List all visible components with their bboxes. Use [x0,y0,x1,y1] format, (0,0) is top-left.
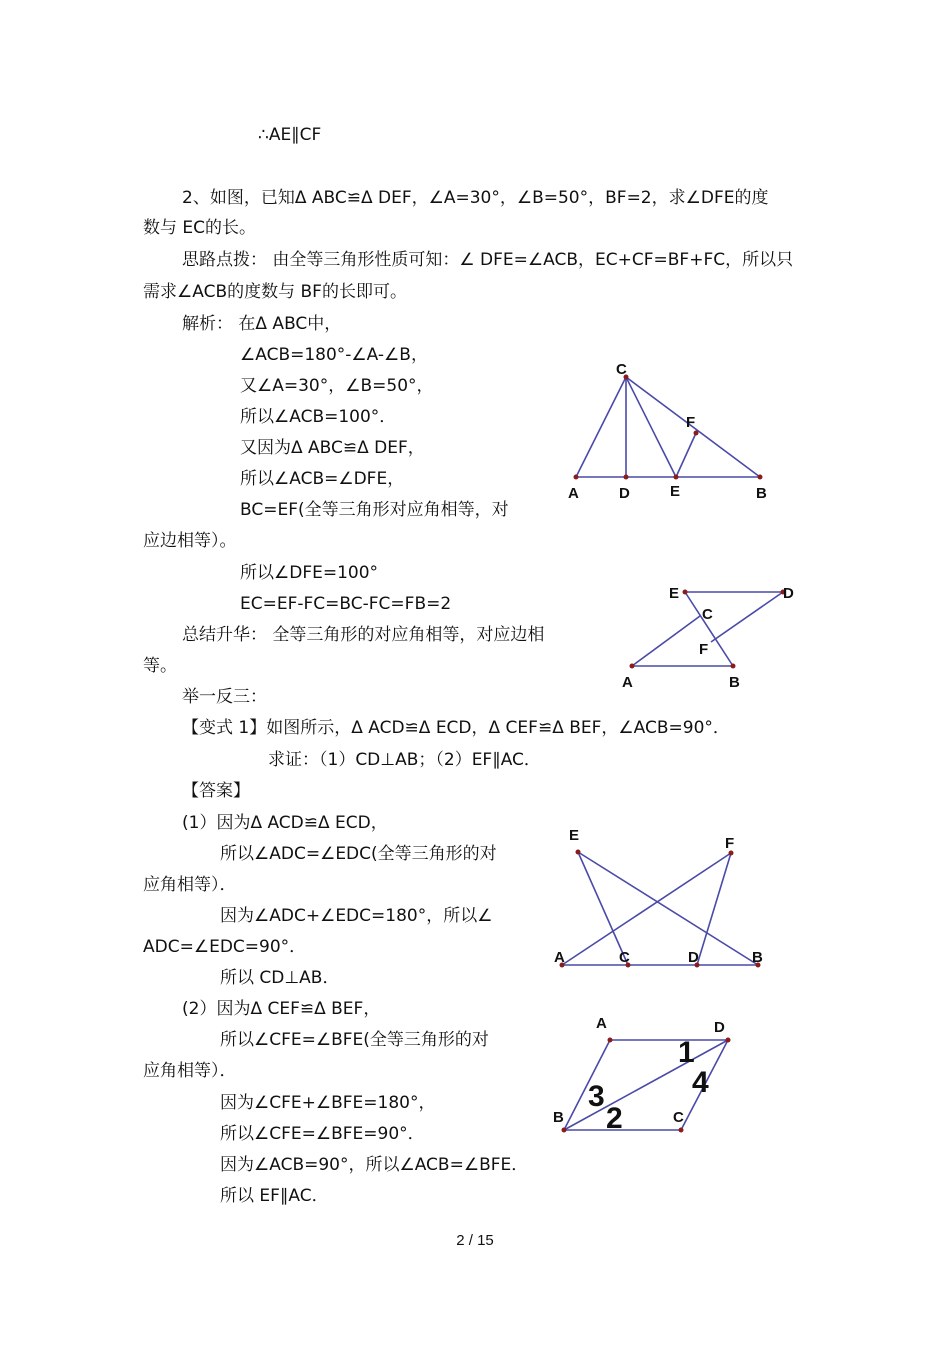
text-line: 因为∠ADC+∠EDC=180°，所以∠ [220,906,493,926]
text-line: 因为∠CFE+∠BFE=180°， [220,1093,436,1113]
page-number: 2 / 15 [456,1232,494,1249]
vertex-label: E [669,585,680,602]
angle-label: 4 [692,1066,709,1099]
text-line: 思路点拨： 由全等三角形性质可知：∠ DFE=∠ACB，EC+CF=BF+FC，所以只 [182,250,794,270]
text-line: 所以∠ACB=∠DFE， [240,469,405,489]
angle-label: 2 [606,1102,623,1135]
text-line: 等。 [143,656,177,676]
vertex-label: D [619,485,630,502]
figure-triangles-ef [615,580,805,695]
vertex-label: A [622,674,633,691]
angle-label: 1 [678,1036,695,1069]
text-line: 解析： 在Δ ABC中， [182,314,342,334]
text-line: 所以∠DFE=100° [240,563,379,583]
vertex-label: E [569,827,580,844]
vertex-label: F [686,414,696,431]
vertex-label: D [783,585,794,602]
text-line: 所以∠ACB=100°． [240,407,397,427]
vertex-label: C [673,1109,684,1126]
text-line: 应边相等）。 [143,531,237,551]
vertex-label: A [596,1015,607,1032]
text-line: (2）因为Δ CEF≌Δ BEF， [182,999,381,1019]
text-line: 所以 EF∥AC． [220,1186,329,1206]
vertex-label: C [619,949,630,966]
vertex-label: B [553,1109,564,1126]
text-line: 数与 EC的长。 [143,218,257,238]
vertex-label: B [729,674,740,691]
text-line: 【答案】 [182,781,250,801]
figure-triangle-abc [560,355,780,515]
text-line: 总结升华： 全等三角形的对应角相等，对应边相 [182,625,545,645]
vertex-label: A [568,485,579,502]
vertex-label: F [725,835,735,852]
text-line: 所以∠CFE=∠BFE(全等三角形的对 [220,1030,489,1050]
text-line: 应角相等）． [143,1061,237,1081]
text-line: 2、如图，已知Δ ABC≌Δ DEF，∠A=30°，∠B=50°，BF=2，求∠DFE的度 [182,188,769,208]
angle-label: 3 [588,1080,605,1113]
text-line: 求证：（1）CD⊥AB；（2）EF∥AC． [268,750,541,770]
vertex-label: B [756,485,767,502]
vertex-label: C [616,361,627,378]
text-line: 又∠A=30°，∠B=50°， [240,376,434,396]
text-line: 应角相等）． [143,875,237,895]
vertex-label: E [670,483,681,500]
text-line: 所以∠ADC=∠EDC(全等三角形的对 [220,844,497,864]
text-line: ∠ACB=180°-∠A-∠B， [240,345,428,365]
vertex-label: D [714,1019,725,1036]
figure-parallelogram [548,1010,753,1145]
text-line: 因为∠ACB=90°，所以∠ACB=∠BFE． [220,1155,529,1175]
vertex-label: F [699,641,709,658]
text-line: 举一反三： [182,687,267,707]
text-line: EC=EF-FC=BC-FC=FB=2 [240,594,452,614]
text-line: 所以∠CFE=∠BFE=90°． [220,1124,425,1144]
vertex-label: B [752,949,763,966]
text-line: ADC=∠EDC=90°． [143,937,307,957]
vertex-label: C [702,606,713,623]
vertex-label: D [688,949,699,966]
text-line: 所以 CD⊥AB． [220,968,340,988]
text-line: BC=EF(全等三角形对应角相等，对 [240,500,509,520]
text-line: (1）因为Δ ACD≌Δ ECD， [182,813,388,833]
text-line: 【变式 1】如图所示，Δ ACD≌Δ ECD，Δ CEF≌Δ BEF，∠ACB=90°． [182,718,730,738]
text-line: ∴AE∥CF [258,125,322,145]
text-line: 需求∠ACB的度数与 BF的长即可。 [143,282,407,302]
text-line: 又因为Δ ABC≌Δ DEF， [240,438,425,458]
figure-crossing-lines [548,822,773,977]
vertex-label: A [554,949,565,966]
